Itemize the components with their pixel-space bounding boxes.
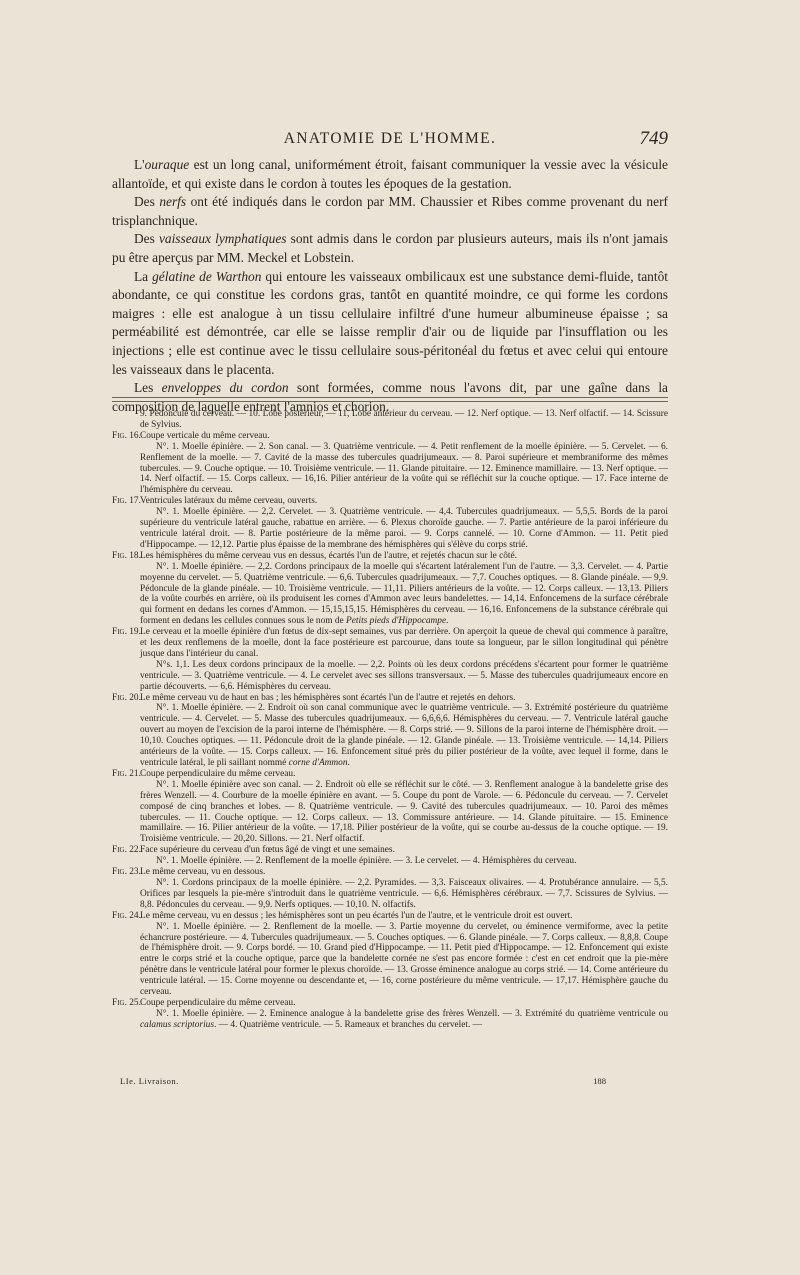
page-header bbox=[112, 130, 668, 154]
running-title: ANATOMIE DE L'HOMME. bbox=[283, 130, 497, 147]
legend-fig-24 bbox=[112, 911, 668, 998]
fig-label: Fig. 21. bbox=[112, 768, 141, 779]
page-footer bbox=[112, 1076, 668, 1088]
legend-fig-25 bbox=[112, 998, 668, 1031]
fig-body: N°. 1. Moelle épinière. — 2. Son canal. — 3. Quatrième ventricule. — 4. Petit renflement de la moelle épinière. — 5. Cervelet. — 6. Renflement de la moelle. — 7. Cavité de la masse des tubercules quadrijumeaux. — 8. Paroi supérieure et membraniforme des mêmes tubercules. — 9. Couche optique. — 10. Troisième ventricule. — 11. Glande pituitaire. — 12. Eminence mamillaire. — 13. Nerf optique. — 14. Nerf olfactif. — 15. Corps calleux. — 16,16. Pilier antérieur de la voûte qui se réfléchit sur la couche optique. — 17. Face interne de l'hémisphère du cerveau. bbox=[140, 441, 668, 496]
paragraph-ouraque: L'ouraque est un long canal, uniformément étroit, faisant communiquer la vessie avec la vésicule allantoïde, et qui existe dans le cordon à toutes les époques de la gestation. bbox=[112, 157, 668, 191]
fig-label: Fig. 17. bbox=[112, 496, 141, 507]
legend-fig-16 bbox=[112, 431, 668, 496]
legend-intro: 9. Pédoncule du cerveau. — 10. Lobe postérieur, — 11, Lobe antérieur du cerveau. — 12. Nerf optique. — 13. Nerf olfactif. — 14. Scissure de Sylvius. bbox=[140, 409, 668, 430]
fig-title: Coupe perpendiculaire du même cerveau. bbox=[140, 997, 296, 1008]
section-divider bbox=[112, 397, 668, 402]
fig-body: N°. 1. Moelle épinière. — 2,2. Cervelet. — 3. Quatrième ventricule. — 4,4. Tubercules quadrijumeaux. — 5,5,5. Bords de la paroi supérieure du ventricule latéral gauche, rabattue en arrière. — 6. Plexus choroïde gauche. — 7. Partie antérieure de la paroi inférieure du ventricule latéral droit. — 8. Partie postérieure de la même paroi. — 9. Corps cannelé. — 10. Corne d'Ammon. — 11. Petit pied d'Hippocampe. — 12,12. Partie plus épaisse de la membrane des hémisphères qui s'élève du corps strié. bbox=[140, 507, 668, 550]
fig-body: N°s. 1,1. Les deux cordons principaux de la moelle. — 2,2. Points où les deux cordons précédens s'écartent pour former le quatrième ventricule. — 3. Quatrième ventricule. — 4. Le cervelet avec ses sillons transversaux. — 5. Masse des tubercules quadrijumeaux encore en partie découverts. — 6,6. Hémisphères du cerveau. bbox=[140, 659, 668, 692]
fig-title: Face supérieure du cerveau d'un fœtus âgé de vingt et une semaines. bbox=[140, 845, 395, 856]
fig-label: Fig. 25. bbox=[112, 997, 141, 1008]
fig-label: Fig. 20. bbox=[112, 692, 141, 703]
fig-title: Le cerveau et la moelle épinière d'un fœtus de dix-sept semaines, vus par derrière. On aperçoit la queue de cheval qui commence à paraître, et les deux renflemens de la moelle, dont la face postérieure est parcourue, dans toute sa longueur, par le sillon longitudinal qui pénètre jusque dans l'intérieur du canal. bbox=[140, 627, 668, 659]
page-number: 749 bbox=[639, 128, 668, 149]
signature-mark: 188 bbox=[593, 1076, 606, 1086]
fig-body: N°. 1. Moelle épinière. — 2. Renflement de la moelle épinière. — 3. Le cervelet. — 4. Hémisphères du cerveau. bbox=[156, 856, 577, 867]
fig-title: Le même cerveau, vu en dessous. bbox=[140, 867, 266, 878]
fig-body: N°. 1. Cordons principaux de la moelle épinière. — 2,2. Pyramides. — 3,3. Faisceaux olivaires. — 4. Protubérance annulaire. — 5,5. Orifices par lesquels la pie-mère s'introduit dans le quatrième ventricule. — 6,6. Hémisphères cérébraux. — 7,7. Scissures de Sylvius. — 8,8. Pédoncules du cerveau. — 9,9. Nerfs optiques. — 10,10. N. olfactifs. bbox=[140, 877, 668, 910]
fig-body: N°. 1. Moelle épinière. — 2. Endroit où son canal communique avec le quatrième ventricule. — 3. Extrémité postérieure du quatrième ventricule. — 4. Cervelet. — 5. Masse des tubercules quadrijumeaux. — 6,6,6,6. Hémisphères du cerveau. — 7. Ventricule latéral gauche ouvert au moyen de l'excision de la paroi interne de l'hémisphère. — 8. Corps strié. — 9. Sillons de la paroi interne de l'hémisphère droit. — 10,10. Couches optiques. — 11. Pédoncule droit de la glande pinéale. — 12. Glande pinéale. — 13. Troisième ventricule. — 14,14. Piliers antérieurs de la voûte. — 15. Corps calleux. — 16. Enfoncement situé près du pilier postérieur de la voûte, avec lequel il forme, dans le ventricule latéral, le pli saillant nommé corne d'Ammon. bbox=[140, 703, 668, 768]
livraison-mark: LIe. Livraison. bbox=[120, 1076, 179, 1086]
figure-legends bbox=[112, 409, 668, 1031]
legend-fig-20 bbox=[112, 693, 668, 769]
fig-body: N°. 1. Moelle épinière. — 2. Eminence analogue à la bandelette grise des frères Wenzell. — 3. Extrémité du quatrième ventricule ou calamus scriptorius. — 4. Quatrième ventricule. — 5. Rameaux et branches du cervelet. — bbox=[140, 1008, 668, 1030]
fig-label: Fig. 22. bbox=[112, 845, 141, 856]
legend-fig-23 bbox=[112, 867, 668, 911]
paragraph-enveloppes: Les enveloppes du cordon sont formées, comme nous l'avons dit, par une gaîne dans la composition de laquelle entrent l'amnios et chorion. bbox=[112, 380, 669, 414]
fig-title: Le même cerveau, vu en dessus ; les hémisphères sont un peu écartés l'un de l'autre, et le ventricule droit est ouvert. bbox=[140, 910, 573, 921]
fig-title: Coupe perpendiculaire du même cerveau. bbox=[140, 768, 296, 779]
main-text bbox=[112, 156, 668, 416]
fig-label: Fig. 23. bbox=[112, 867, 141, 878]
fig-title: Le même cerveau vu de haut en bas ; les hémisphères sont écartés l'un de l'autre et rejetés en dehors. bbox=[140, 692, 516, 703]
fig-label: Fig. 18. bbox=[112, 550, 141, 561]
paragraph-gelatine: La gélatine de Warthon qui entoure les vaisseaux ombilicaux est une substance demi-fluide, tantôt abondante, ce qui constitue les cordons gras, tantôt en quantité moindre, ce qui forme les cordons maigres : elle est analogue à un tissu cellulaire infiltré d'une humeur albumineuse épaisse ; sa perméabilité est démontrée, car elle se laisse remplir d'air ou de liquide par l'insufflation ou les injections ; elle est continue avec le tissu cellulaire sous-péritonéal du fœtus et avec celui qui entoure les vaisseaux dans le placenta. bbox=[112, 268, 668, 377]
legend-fig-18 bbox=[112, 551, 668, 627]
fig-title: Coupe verticale du même cerveau. bbox=[140, 430, 270, 441]
fig-title: Les hémisphères du même cerveau vus en dessus, écartés l'un de l'autre, et rejetés chacun sur le côté. bbox=[140, 550, 517, 561]
fig-title: Ventricules latéraux du même cerveau, ouverts. bbox=[140, 496, 318, 507]
paragraph-vaisseaux: Des vaisseaux lymphatiques sont admis dans le cordon par plusieurs auteurs, mais ils n'ont jamais pu être aperçus par MM. Meckel et Lobstein. bbox=[112, 231, 668, 265]
paragraph-nerfs: Des nerfs ont été indiqués dans le cordon par MM. Chaussier et Ribes comme provenant du nerf trisplanchnique. bbox=[112, 194, 668, 228]
legend-fig-22 bbox=[112, 845, 668, 867]
fig-body: N°. 1. Moelle épinière avec son canal. — 2. Endroit où elle se réfléchit sur le côté. — 3. Renflement analogue à la bandelette grise des frères Wenzell. — 4. Courbure de la moelle épinière en avant. — 5. Coupe du pont de Varole. — 6. Pédoncule du cerveau. — 7. Cervelet composé de cinq branches et lobes. — 8. Quatrième ventricule. — 9. Cavité des tubercules quadrijumeaux. — 10. Paroi des mêmes tubercules. — 11. Couche optique. — 12. Corps calleux. — 13. Commissure antérieure. — 14. Glande pituitaire. — 15. Eminence mamillaire. — 16. Pilier antérieur de la voûte. — 17,18. Pilier postérieur de la voûte, qui se courbe au-dessus de la couche optique. — 19. Troisième ventricule. — 20,20. Sillons. — 21. Nerf olfactif. bbox=[140, 779, 668, 845]
fig-label: Fig. 19. bbox=[112, 627, 141, 638]
legend-fig-21 bbox=[112, 769, 668, 845]
fig-label: Fig. 24. bbox=[112, 910, 141, 921]
fig-body: N°. 1. Moelle épinière. — 2,2. Cordons principaux de la moelle qui s'écartent latéralement l'un de l'autre. — 3,3. Cervelet. — 4. Partie moyenne du cervelet. — 5. Quatrième ventricule. — 6,6. Tubercules quadrijumeaux. — 7,7. Couches optiques. — 8. Glande pinéale. — 9,9. Pédoncule de la glande pinéale. — 10. Troisième ventricule. — 11,11. Piliers antérieurs de la voûte. — 12. Corps calleux. — 13,13. Piliers de la voûte courbés en arrière, où ils produisent les cornes d'Ammon avec leurs bandelettes. — 14,14. Enfoncemens de la surface cérébrale qui forment en dedans les cornes d'Ammon. — 15,15,15,15. Hémisphères du cerveau. — 16,16. Enfoncemens de la substance cérébrale qui forment en dedans les cellules connues sous le nom de Petits pieds d'Hippocampe. bbox=[140, 561, 668, 627]
legend-fig-17 bbox=[112, 496, 668, 551]
fig-body: N°. 1. Moelle épinière. — 2. Renflement de la moelle. — 3. Partie moyenne du cervelet, ou éminence vermiforme, avec la petite échancrure postérieure. — 4. Tubercules quadrijumeaux. — 5. Couches optiques. — 6. Glande pinéale. — 7. Corps calleux. — 8,8,8. Coupe de l'hémisphère droit. — 9. Corps bordé. — 10. Grand pied d'Hippocampe. — 11. Petit pied d'Hippocampe. — 12. Enfoncement qui existe entre le corps strié et la couche optique, parce que la bandelette cornée ne s'est pas encore formée : c'est en cet endroit que la pie-mère pénètre dans le ventricule latéral pour former le plexus choroïde. — 13. Grosse éminence analogue au corps strié. — 14. Corne antérieure du ventricule latéral. — 15. Corne moyenne ou descendante et, — 16, corne postérieure du même ventricule. — 17,17. Hémisphère gauche du cerveau. bbox=[140, 921, 668, 998]
fig-label: Fig. 16. bbox=[112, 430, 141, 441]
legend-fig-19 bbox=[112, 627, 668, 692]
